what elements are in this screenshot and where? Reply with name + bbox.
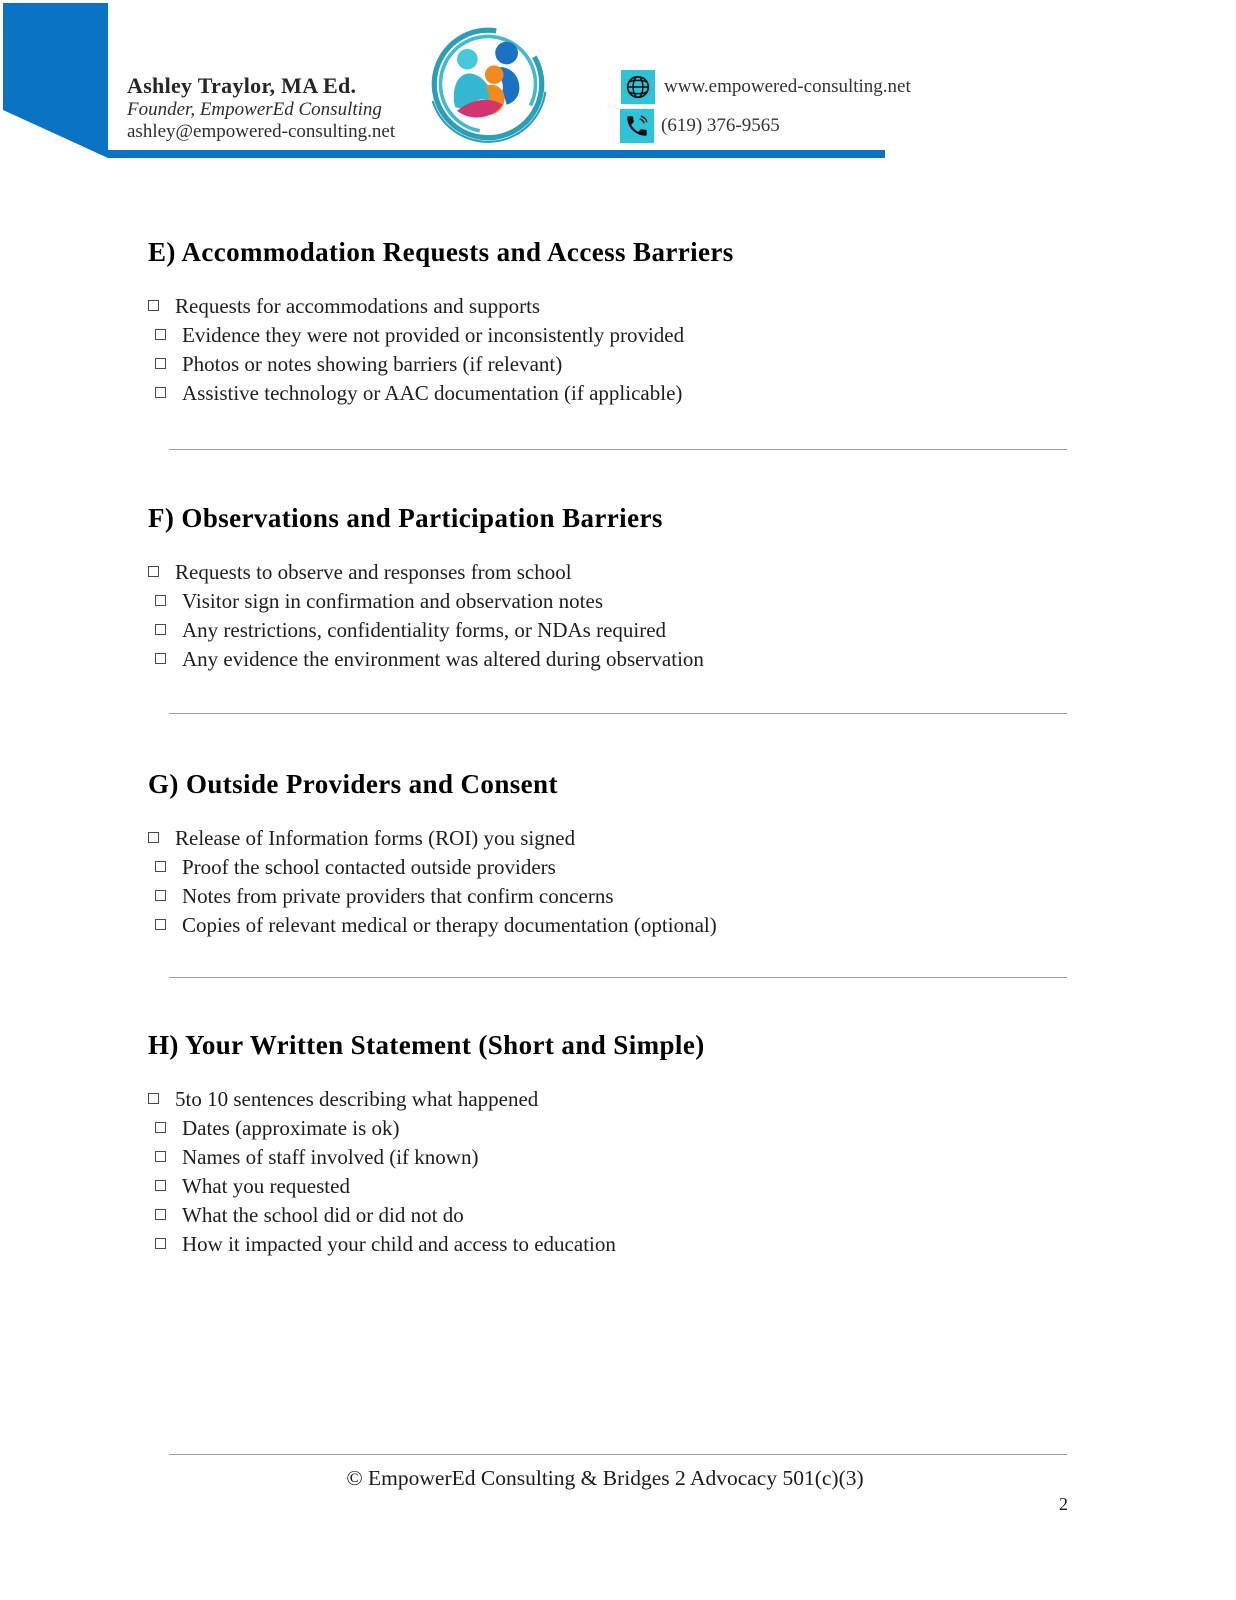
section-divider <box>169 449 1067 450</box>
section-title: F) Observations and Participation Barriers <box>148 503 663 533</box>
checkbox[interactable] <box>148 566 159 577</box>
checklist-item-label: How it impacted your child and access to education <box>182 1232 616 1256</box>
checklist <box>148 824 1078 940</box>
checklist-item-label: Requests for accommodations and supports <box>175 294 541 318</box>
section-written-statement <box>148 1029 1078 1259</box>
section-observations <box>148 502 1078 674</box>
checkbox[interactable] <box>155 1122 166 1133</box>
checklist-item-label: Dates (approximate is ok) <box>182 1116 400 1140</box>
phone-number-text: (619) 376-9565 <box>661 115 780 136</box>
page-number: 2 <box>1059 1494 1068 1514</box>
checklist-item <box>148 558 1078 587</box>
checklist <box>148 1085 1078 1259</box>
checklist-item-label: Notes from private providers that confirm concerns <box>182 884 614 908</box>
checklist-item-label: Evidence they were not provided or inconsistently provided <box>182 323 685 347</box>
checklist-item-label: 5to 10 sentences describing what happened <box>175 1087 539 1111</box>
checklist-item <box>155 645 1078 674</box>
footer-copyright: © EmpowerEd Consulting & Bridges 2 Advocacy 501(c)(3) <box>346 1466 864 1490</box>
checklist-item-label: Copies of relevant medical or therapy documentation (optional) <box>182 913 717 937</box>
section-divider <box>169 713 1067 714</box>
section-divider <box>169 977 1067 978</box>
checklist-item <box>155 1172 1078 1201</box>
checklist-item-label: What the school did or did not do <box>182 1203 464 1227</box>
checklist-item <box>155 616 1078 645</box>
section-outside-providers <box>148 768 1078 940</box>
checkbox[interactable] <box>155 329 166 340</box>
checklist-item <box>155 911 1078 940</box>
checklist-item <box>155 1230 1078 1259</box>
company-logo-icon <box>426 22 550 146</box>
checkbox[interactable] <box>155 919 166 930</box>
checkbox[interactable] <box>155 595 166 606</box>
checklist-item-label: Names of staff involved (if known) <box>182 1145 479 1169</box>
checklist-item-label: Assistive technology or AAC documentation (if applicable) <box>182 381 683 405</box>
checkbox[interactable] <box>155 1151 166 1162</box>
checklist-item-label: Photos or notes showing barriers (if relevant) <box>182 352 563 376</box>
checklist <box>148 292 1078 408</box>
contact-name: Ashley Traylor, MA Ed. <box>127 73 357 98</box>
section-title: G) Outside Providers and Consent <box>148 769 558 799</box>
checkbox[interactable] <box>155 1209 166 1220</box>
checklist-item <box>155 1114 1078 1143</box>
section-title: E) Accommodation Requests and Access Barriers <box>148 237 734 267</box>
section-title: H) Your Written Statement (Short and Simple) <box>148 1030 705 1060</box>
phone-icon <box>620 109 654 143</box>
checkbox[interactable] <box>148 832 159 843</box>
checklist-item-label: Any restrictions, confidentiality forms, or NDAs required <box>182 618 667 642</box>
checklist-item <box>155 321 1078 350</box>
checkbox[interactable] <box>155 890 166 901</box>
checklist-item <box>148 824 1078 853</box>
checklist-item <box>155 587 1078 616</box>
checkbox[interactable] <box>155 861 166 872</box>
checklist <box>148 558 1078 674</box>
blue-ribbon-shape <box>3 3 108 158</box>
header-accent-rule <box>108 150 885 158</box>
contact-email: ashley@empowered-consulting.net <box>127 121 396 142</box>
footer-divider <box>169 1454 1067 1455</box>
checkbox[interactable] <box>155 653 166 664</box>
checklist-item <box>148 292 1078 321</box>
checkbox[interactable] <box>155 387 166 398</box>
website-text: www.empowered-consulting.net <box>664 76 911 97</box>
checklist-item-label: Requests to observe and responses from school <box>175 560 572 584</box>
checklist-item <box>148 1085 1078 1114</box>
checkbox[interactable] <box>155 1238 166 1249</box>
contact-role: Founder, EmpowerEd Consulting <box>127 99 382 120</box>
section-accommodation-requests <box>148 236 1078 408</box>
checkbox[interactable] <box>155 358 166 369</box>
checkbox[interactable] <box>148 300 159 311</box>
checklist-item-label: Release of Information forms (ROI) you signed <box>175 826 576 850</box>
globe-icon <box>621 70 655 104</box>
checklist-item <box>155 350 1078 379</box>
checkbox[interactable] <box>155 624 166 635</box>
checklist-item <box>155 1201 1078 1230</box>
checklist-item <box>155 882 1078 911</box>
checkbox[interactable] <box>155 1180 166 1191</box>
checkbox[interactable] <box>148 1093 159 1104</box>
checklist-item-label: Any evidence the environment was altered during observation <box>182 647 704 671</box>
checklist-item <box>155 853 1078 882</box>
checklist-item <box>155 379 1078 408</box>
checklist-item <box>155 1143 1078 1172</box>
checklist-item-label: Proof the school contacted outside providers <box>182 855 556 879</box>
checklist-item-label: What you requested <box>182 1174 350 1198</box>
checklist-item-label: Visitor sign in confirmation and observation notes <box>182 589 604 613</box>
